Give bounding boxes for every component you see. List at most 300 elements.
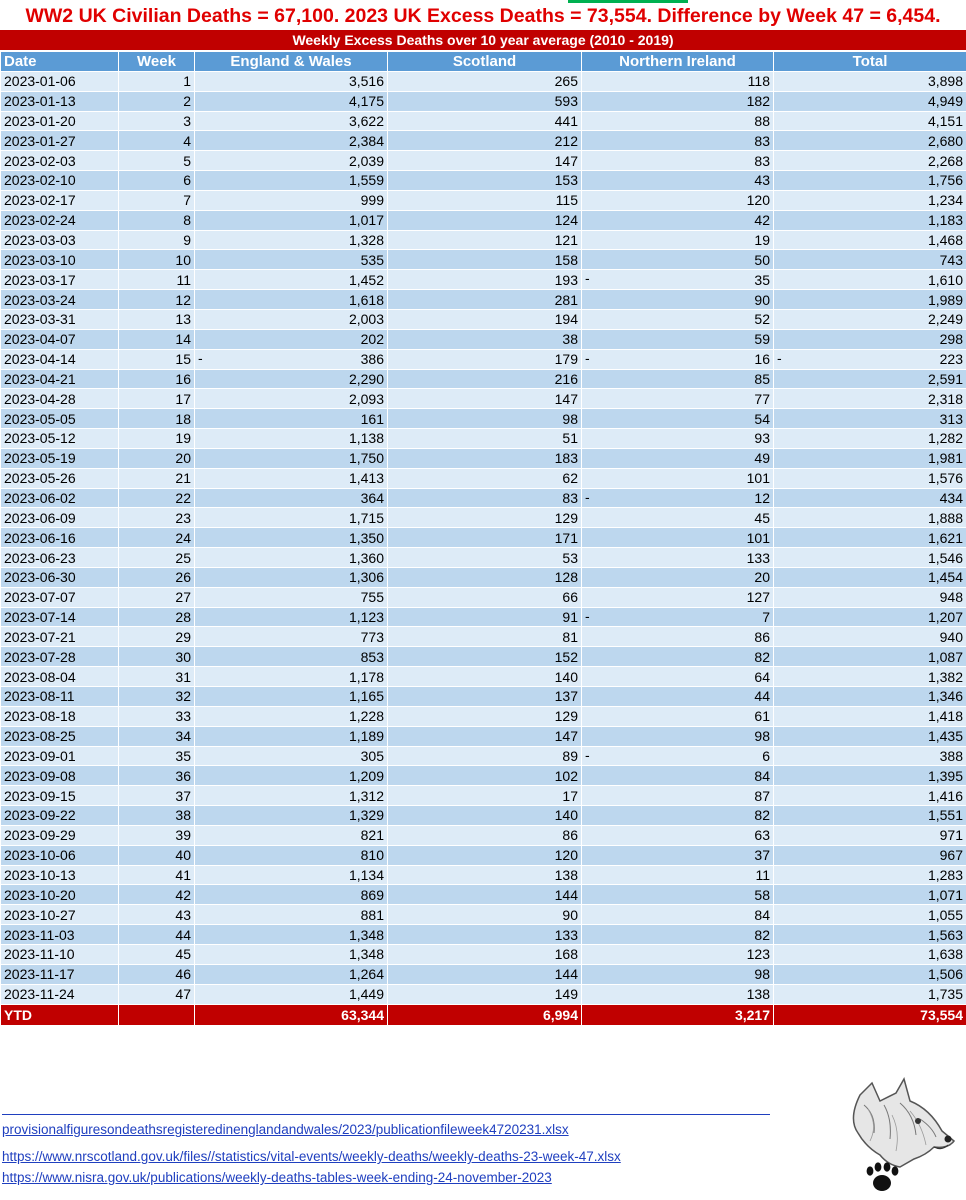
- cell-england-wales: 1,715: [195, 508, 388, 528]
- table-row: [1, 548, 966, 568]
- cell-northern-ireland: 6 -: [582, 746, 774, 766]
- cell-week: 11: [119, 270, 195, 290]
- cell-england-wales: 1,413: [195, 468, 388, 488]
- cell-northern-ireland: 49: [582, 448, 774, 468]
- cell-week: 18: [119, 409, 195, 429]
- cell-total: 1,888: [774, 508, 966, 528]
- table-header-row: [1, 52, 966, 72]
- cell-total: 1,468: [774, 230, 966, 250]
- table-row: [1, 111, 966, 131]
- cell-northern-ireland: 82: [582, 806, 774, 826]
- negative-marker: -: [585, 746, 590, 763]
- cell-week: 12: [119, 290, 195, 310]
- cell-scotland: 124: [388, 210, 582, 230]
- table-row: [1, 845, 966, 865]
- cell-date: 2023-10-13: [1, 865, 119, 885]
- cell-date: 2023-06-09: [1, 508, 119, 528]
- cell-total: 434: [774, 488, 966, 508]
- cell-date: 2023-09-01: [1, 746, 119, 766]
- cell-date: 2023-08-11: [1, 687, 119, 707]
- cell-total: 1,454: [774, 567, 966, 587]
- cell-total: 1,395: [774, 766, 966, 786]
- cell-northern-ireland: 98: [582, 964, 774, 984]
- cell-week: 29: [119, 627, 195, 647]
- table-row: [1, 766, 966, 786]
- cell-date: 2023-06-30: [1, 567, 119, 587]
- cell-england-wales: 1,017: [195, 210, 388, 230]
- cell-scotland: 212: [388, 131, 582, 151]
- cell-scotland: 140: [388, 806, 582, 826]
- table-row: [1, 706, 966, 726]
- negative-marker: -: [585, 488, 590, 505]
- column-header-week: Week: [119, 52, 195, 72]
- table-row: [1, 607, 966, 627]
- cell-week: 24: [119, 528, 195, 548]
- cell-total: 743: [774, 250, 966, 270]
- cell-scotland: 147: [388, 726, 582, 746]
- table-row: [1, 587, 966, 607]
- cell-total: 1,610: [774, 270, 966, 290]
- cell-scotland: 144: [388, 885, 582, 905]
- cell-date: 2023-07-07: [1, 587, 119, 607]
- cell-scotland: 194: [388, 309, 582, 329]
- cell-total: 1,756: [774, 171, 966, 191]
- cell-week: 32: [119, 687, 195, 707]
- cell-date: 2023-03-31: [1, 309, 119, 329]
- cell-scotland: 179: [388, 349, 582, 369]
- cell-england-wales: 1,348: [195, 925, 388, 945]
- cell-total: 1,346: [774, 687, 966, 707]
- table-row: [1, 409, 966, 429]
- cell-total: 1,055: [774, 905, 966, 925]
- cell-northern-ireland: 84: [582, 766, 774, 786]
- cell-week: 15: [119, 349, 195, 369]
- cell-total: 940: [774, 627, 966, 647]
- cell-scotland: 152: [388, 647, 582, 667]
- cell-england-wales: 1,138: [195, 429, 388, 449]
- cell-northern-ireland: 16 -: [582, 349, 774, 369]
- cell-total: 1,735: [774, 984, 966, 1004]
- cell-england-wales: 3,622: [195, 111, 388, 131]
- cell-northern-ireland: 82: [582, 925, 774, 945]
- cell-northern-ireland: 11: [582, 865, 774, 885]
- cell-northern-ireland: 127: [582, 587, 774, 607]
- cell-england-wales: 1,123: [195, 607, 388, 627]
- cell-england-wales: 2,384: [195, 131, 388, 151]
- table-body: [1, 71, 966, 1004]
- cell-northern-ireland: 44: [582, 687, 774, 707]
- ytd-label: YTD: [1, 1004, 119, 1025]
- cell-scotland: 102: [388, 766, 582, 786]
- negative-marker: -: [585, 270, 590, 287]
- cell-england-wales: 1,449: [195, 984, 388, 1004]
- cell-week: 4: [119, 131, 195, 151]
- cell-northern-ireland: 7 -: [582, 607, 774, 627]
- cell-week: 38: [119, 806, 195, 826]
- cell-england-wales: 305: [195, 746, 388, 766]
- cell-date: 2023-11-03: [1, 925, 119, 945]
- cell-scotland: 81: [388, 627, 582, 647]
- table-row: [1, 825, 966, 845]
- cell-england-wales: 202: [195, 329, 388, 349]
- cell-scotland: 265: [388, 71, 582, 91]
- cell-date: 2023-06-02: [1, 488, 119, 508]
- cell-total: 971: [774, 825, 966, 845]
- cell-week: 14: [119, 329, 195, 349]
- cell-scotland: 149: [388, 984, 582, 1004]
- cell-total: 2,591: [774, 369, 966, 389]
- cell-week: 44: [119, 925, 195, 945]
- cell-england-wales: 755: [195, 587, 388, 607]
- cell-england-wales: 3,516: [195, 71, 388, 91]
- page-title: WW2 UK Civilian Deaths = 67,100. 2023 UK Excess Deaths = 73,554. Difference by Week 47 = 6,454.: [25, 5, 941, 27]
- cell-scotland: 86: [388, 825, 582, 845]
- cell-scotland: 115: [388, 190, 582, 210]
- cell-date: 2023-02-24: [1, 210, 119, 230]
- cell-total: 1,183: [774, 210, 966, 230]
- cell-northern-ireland: 20: [582, 567, 774, 587]
- cell-total: 1,621: [774, 528, 966, 548]
- cell-week: 17: [119, 389, 195, 409]
- cell-date: 2023-10-27: [1, 905, 119, 925]
- cell-total: 298: [774, 329, 966, 349]
- cell-date: 2023-03-10: [1, 250, 119, 270]
- cell-scotland: 168: [388, 944, 582, 964]
- column-header-date: Date: [1, 52, 119, 72]
- link-underline-fragment: [2, 1114, 770, 1115]
- ytd-northern-ireland: 3,217: [582, 1004, 774, 1025]
- cell-england-wales: 364: [195, 488, 388, 508]
- cell-total: 1,234: [774, 190, 966, 210]
- cell-week: 23: [119, 508, 195, 528]
- cell-total: 2,268: [774, 151, 966, 171]
- ytd-week-empty: [119, 1004, 195, 1025]
- cell-scotland: 83: [388, 488, 582, 508]
- cell-england-wales: 1,264: [195, 964, 388, 984]
- table-row: [1, 309, 966, 329]
- table-row: [1, 131, 966, 151]
- cell-total: 1,207: [774, 607, 966, 627]
- cell-total: 1,576: [774, 468, 966, 488]
- cell-week: 10: [119, 250, 195, 270]
- table-subtitle: Weekly Excess Deaths over 10 year average (2010 - 2019): [0, 30, 966, 50]
- cell-week: 45: [119, 944, 195, 964]
- cell-total: 1,282: [774, 429, 966, 449]
- cell-england-wales: 869: [195, 885, 388, 905]
- negative-marker: -: [585, 607, 590, 624]
- cell-england-wales: 1,306: [195, 567, 388, 587]
- cell-scotland: 89: [388, 746, 582, 766]
- column-header-scotland: Scotland: [388, 52, 582, 72]
- cell-week: 20: [119, 448, 195, 468]
- cell-northern-ireland: 182: [582, 91, 774, 111]
- table-row: [1, 290, 966, 310]
- cell-date: 2023-04-07: [1, 329, 119, 349]
- cell-england-wales: 1,328: [195, 230, 388, 250]
- cell-scotland: 62: [388, 468, 582, 488]
- cell-date: 2023-08-04: [1, 667, 119, 687]
- cell-northern-ireland: 42: [582, 210, 774, 230]
- cell-scotland: 17: [388, 786, 582, 806]
- cell-scotland: 441: [388, 111, 582, 131]
- cell-scotland: 53: [388, 548, 582, 568]
- cell-week: 2: [119, 91, 195, 111]
- nrs-source-link[interactable]: https://www.nrscotland.gov.uk/files//statistics/vital-events/weekly-deaths/weekly-deaths-23-week-47.xlsx: [2, 1149, 621, 1164]
- cell-scotland: 121: [388, 230, 582, 250]
- cell-date: 2023-11-17: [1, 964, 119, 984]
- cell-week: 16: [119, 369, 195, 389]
- cell-total: 223 -: [774, 349, 966, 369]
- cell-northern-ireland: 83: [582, 151, 774, 171]
- cell-scotland: 140: [388, 667, 582, 687]
- table-row: [1, 190, 966, 210]
- cell-date: 2023-07-21: [1, 627, 119, 647]
- table-row: [1, 964, 966, 984]
- ytd-total: 73,554: [774, 1004, 966, 1025]
- cell-northern-ireland: 37: [582, 845, 774, 865]
- cell-week: 36: [119, 766, 195, 786]
- cell-week: 8: [119, 210, 195, 230]
- excess-deaths-table: [0, 51, 966, 1026]
- cell-week: 1: [119, 71, 195, 91]
- cell-date: 2023-11-24: [1, 984, 119, 1004]
- cell-week: 7: [119, 190, 195, 210]
- cell-date: 2023-01-20: [1, 111, 119, 131]
- cell-week: 26: [119, 567, 195, 587]
- cell-total: 1,981: [774, 448, 966, 468]
- cell-total: 4,151: [774, 111, 966, 131]
- cell-scotland: 147: [388, 151, 582, 171]
- cell-england-wales: 1,189: [195, 726, 388, 746]
- cell-england-wales: 1,559: [195, 171, 388, 191]
- cell-week: 43: [119, 905, 195, 925]
- cell-date: 2023-03-17: [1, 270, 119, 290]
- cell-total: 1,546: [774, 548, 966, 568]
- cell-total: 1,551: [774, 806, 966, 826]
- cell-england-wales: 1,228: [195, 706, 388, 726]
- cell-northern-ireland: 50: [582, 250, 774, 270]
- cell-total: 1,071: [774, 885, 966, 905]
- negative-marker: -: [198, 349, 203, 366]
- cell-total: 1,435: [774, 726, 966, 746]
- cell-northern-ireland: 133: [582, 548, 774, 568]
- cell-northern-ireland: 84: [582, 905, 774, 925]
- table-row: [1, 488, 966, 508]
- cell-total: 1,418: [774, 706, 966, 726]
- cell-northern-ireland: 118: [582, 71, 774, 91]
- cell-scotland: 137: [388, 687, 582, 707]
- cell-northern-ireland: 120: [582, 190, 774, 210]
- cell-northern-ireland: 85: [582, 369, 774, 389]
- cell-england-wales: 773: [195, 627, 388, 647]
- cell-total: 967: [774, 845, 966, 865]
- cell-date: 2023-04-14: [1, 349, 119, 369]
- table-row: [1, 71, 966, 91]
- cell-scotland: 129: [388, 706, 582, 726]
- cell-england-wales: 1,750: [195, 448, 388, 468]
- cell-week: 31: [119, 667, 195, 687]
- cell-total: 313: [774, 409, 966, 429]
- table-row: [1, 210, 966, 230]
- cell-scotland: 120: [388, 845, 582, 865]
- cell-northern-ireland: 123: [582, 944, 774, 964]
- table-row: [1, 369, 966, 389]
- cell-northern-ireland: 52: [582, 309, 774, 329]
- cell-northern-ireland: 93: [582, 429, 774, 449]
- cell-scotland: 193: [388, 270, 582, 290]
- cell-scotland: 51: [388, 429, 582, 449]
- cell-england-wales: 535: [195, 250, 388, 270]
- cell-england-wales: 2,093: [195, 389, 388, 409]
- cell-england-wales: 2,039: [195, 151, 388, 171]
- ytd-england-wales: 63,344: [195, 1004, 388, 1025]
- cell-date: 2023-09-29: [1, 825, 119, 845]
- cell-scotland: 147: [388, 389, 582, 409]
- table-row: [1, 448, 966, 468]
- cell-scotland: 593: [388, 91, 582, 111]
- negative-marker: -: [585, 349, 590, 366]
- table-row: [1, 905, 966, 925]
- cell-northern-ireland: 101: [582, 528, 774, 548]
- table-row: [1, 667, 966, 687]
- cell-date: 2023-05-12: [1, 429, 119, 449]
- cell-date: 2023-05-26: [1, 468, 119, 488]
- cell-week: 5: [119, 151, 195, 171]
- cell-date: 2023-07-28: [1, 647, 119, 667]
- cell-date: 2023-08-18: [1, 706, 119, 726]
- cell-date: 2023-07-14: [1, 607, 119, 627]
- cell-england-wales: 810: [195, 845, 388, 865]
- cell-northern-ireland: 54: [582, 409, 774, 429]
- cell-total: 2,318: [774, 389, 966, 409]
- cell-scotland: 171: [388, 528, 582, 548]
- wolf-paw-logo: [830, 1075, 960, 1197]
- cell-northern-ireland: 138: [582, 984, 774, 1004]
- cell-total: 1,283: [774, 865, 966, 885]
- table-row: [1, 647, 966, 667]
- cell-date: 2023-09-15: [1, 786, 119, 806]
- cell-england-wales: 161: [195, 409, 388, 429]
- cell-northern-ireland: 35 -: [582, 270, 774, 290]
- cell-total: 2,249: [774, 309, 966, 329]
- cell-england-wales: 1,452: [195, 270, 388, 290]
- cell-northern-ireland: 19: [582, 230, 774, 250]
- cell-total: 388: [774, 746, 966, 766]
- cell-week: 27: [119, 587, 195, 607]
- table-row: [1, 687, 966, 707]
- cell-northern-ireland: 43: [582, 171, 774, 191]
- cell-scotland: 98: [388, 409, 582, 429]
- table-row: [1, 944, 966, 964]
- cell-total: 4,949: [774, 91, 966, 111]
- table-row: [1, 726, 966, 746]
- cell-northern-ireland: 101: [582, 468, 774, 488]
- cell-england-wales: 1,350: [195, 528, 388, 548]
- cell-date: 2023-01-13: [1, 91, 119, 111]
- table-row: [1, 91, 966, 111]
- table-row: [1, 389, 966, 409]
- cell-date: 2023-08-25: [1, 726, 119, 746]
- cell-england-wales: 999: [195, 190, 388, 210]
- cell-week: 47: [119, 984, 195, 1004]
- cell-northern-ireland: 82: [582, 647, 774, 667]
- cell-date: 2023-04-28: [1, 389, 119, 409]
- cell-date: 2023-02-10: [1, 171, 119, 191]
- cell-england-wales: 1,165: [195, 687, 388, 707]
- cell-england-wales: 4,175: [195, 91, 388, 111]
- ons-source-link[interactable]: provisionalfiguresondeathsregisteredinenglandandwales/2023/publicationfileweek4720231.xlsx: [2, 1122, 569, 1137]
- cell-date: 2023-11-10: [1, 944, 119, 964]
- cell-england-wales: 853: [195, 647, 388, 667]
- table-row: [1, 171, 966, 191]
- cell-date: 2023-02-17: [1, 190, 119, 210]
- table-row: [1, 151, 966, 171]
- cell-scotland: 183: [388, 448, 582, 468]
- cell-northern-ireland: 61: [582, 706, 774, 726]
- table-row: [1, 270, 966, 290]
- cell-northern-ireland: 98: [582, 726, 774, 746]
- cell-scotland: 66: [388, 587, 582, 607]
- cell-week: 40: [119, 845, 195, 865]
- column-header-england-wales: England & Wales: [195, 52, 388, 72]
- cell-northern-ireland: 45: [582, 508, 774, 528]
- cell-total: 1,087: [774, 647, 966, 667]
- cell-total: 1,989: [774, 290, 966, 310]
- table-row: [1, 865, 966, 885]
- nisra-source-link[interactable]: https://www.nisra.gov.uk/publications/weekly-deaths-tables-week-ending-24-november-2023: [2, 1170, 552, 1185]
- negative-marker: -: [777, 349, 782, 366]
- cell-week: 33: [119, 706, 195, 726]
- cell-week: 35: [119, 746, 195, 766]
- cell-week: 46: [119, 964, 195, 984]
- cell-england-wales: 1,134: [195, 865, 388, 885]
- table-row: [1, 349, 966, 369]
- cell-week: 19: [119, 429, 195, 449]
- cell-northern-ireland: 88: [582, 111, 774, 131]
- column-header-total: Total: [774, 52, 966, 72]
- table-row: [1, 468, 966, 488]
- cell-total: 1,506: [774, 964, 966, 984]
- cell-total: 3,898: [774, 71, 966, 91]
- cell-week: 41: [119, 865, 195, 885]
- cell-week: 3: [119, 111, 195, 131]
- cell-scotland: 138: [388, 865, 582, 885]
- table-row: [1, 806, 966, 826]
- cell-england-wales: 386 -: [195, 349, 388, 369]
- cell-england-wales: 881: [195, 905, 388, 925]
- cell-date: 2023-06-16: [1, 528, 119, 548]
- cell-date: 2023-01-06: [1, 71, 119, 91]
- cell-england-wales: 1,329: [195, 806, 388, 826]
- cell-scotland: 38: [388, 329, 582, 349]
- cell-scotland: 128: [388, 567, 582, 587]
- table-row: [1, 567, 966, 587]
- cell-scotland: 91: [388, 607, 582, 627]
- cell-total: 1,416: [774, 786, 966, 806]
- cell-northern-ireland: 90: [582, 290, 774, 310]
- table-row: [1, 250, 966, 270]
- table-row: [1, 528, 966, 548]
- ytd-scotland: 6,994: [388, 1004, 582, 1025]
- cell-scotland: 133: [388, 925, 582, 945]
- cell-scotland: 153: [388, 171, 582, 191]
- ytd-row: [1, 1004, 966, 1025]
- cell-england-wales: 1,348: [195, 944, 388, 964]
- cell-date: 2023-09-22: [1, 806, 119, 826]
- cell-week: 28: [119, 607, 195, 627]
- cell-england-wales: 1,178: [195, 667, 388, 687]
- cell-date: 2023-10-06: [1, 845, 119, 865]
